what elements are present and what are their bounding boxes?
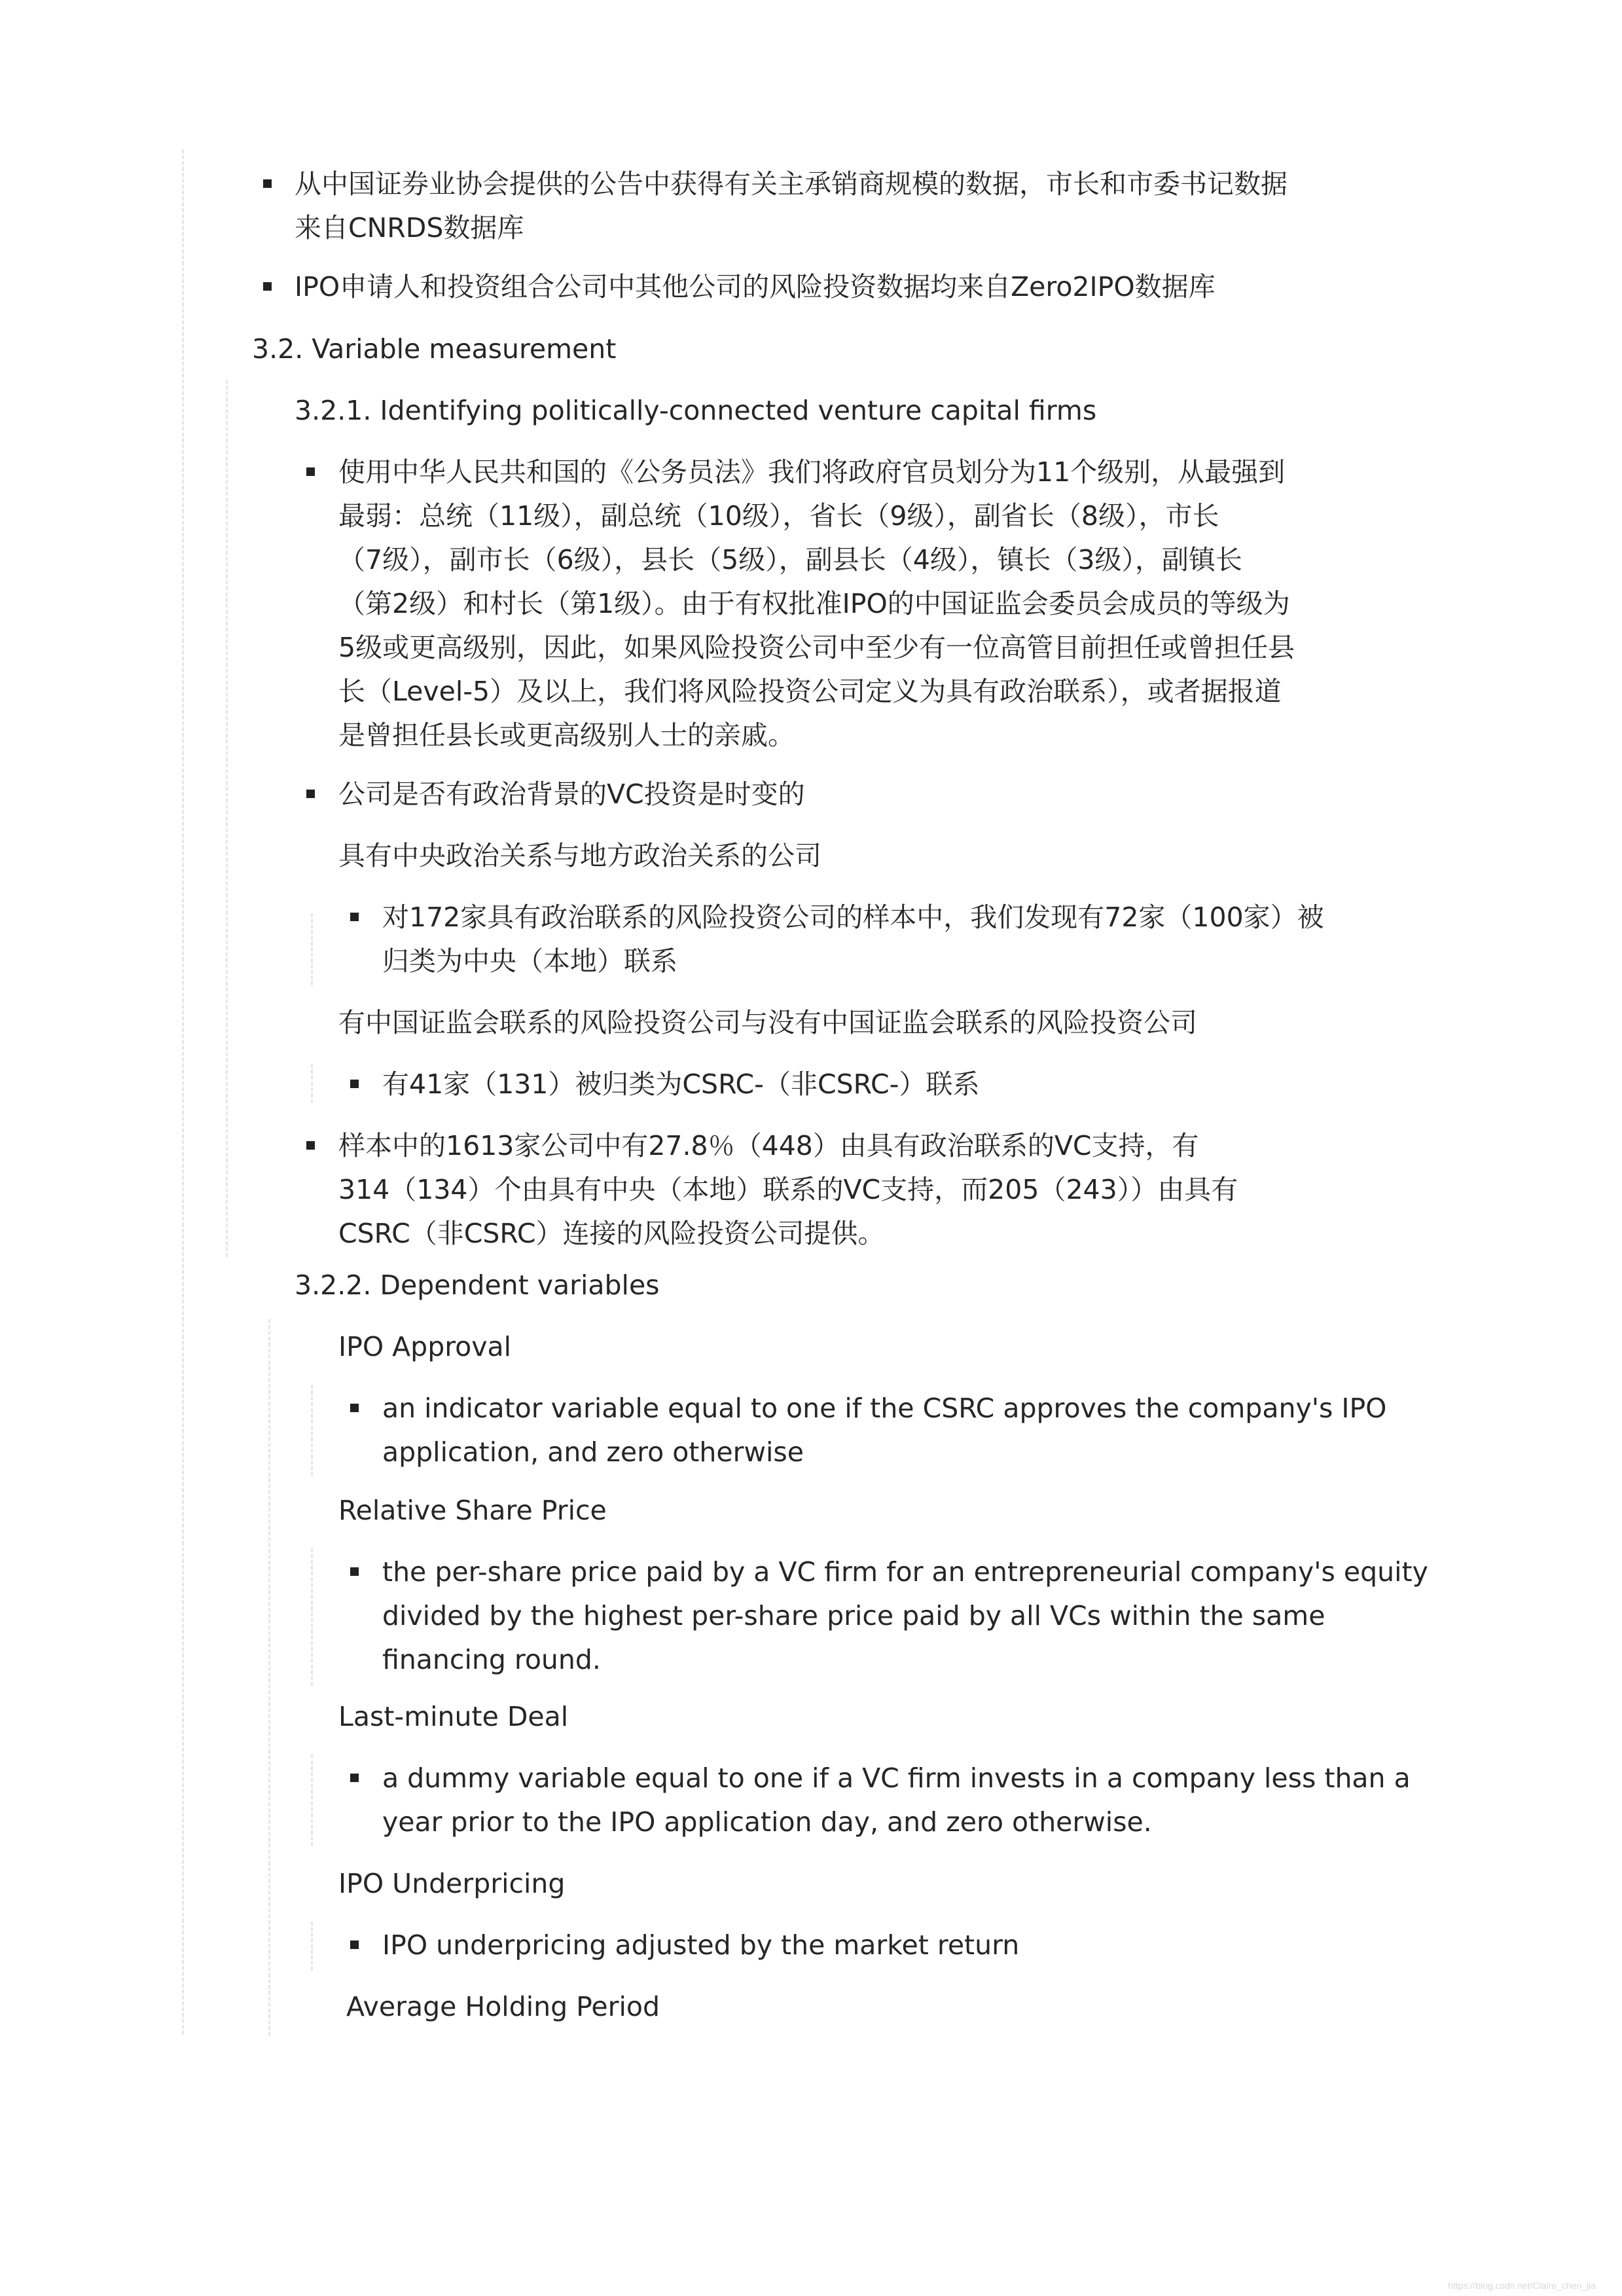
source-line: 来自CNRDS数据库	[295, 212, 524, 244]
bullet-marker	[263, 179, 272, 188]
bullet-marker	[306, 1141, 315, 1150]
variable-desc-line: an indicator variable equal to one if the CSRC approves the company's IPO	[382, 1393, 1387, 1424]
variable-label: Last-minute Deal	[338, 1701, 569, 1732]
outline-guide	[226, 380, 228, 1257]
bullet-marker	[350, 913, 359, 921]
variable-label: Average Holding Period	[346, 1991, 660, 2022]
outline-guide	[311, 1548, 313, 1686]
variable-label: IPO Underpricing	[338, 1868, 566, 1899]
group-label: 有中国证监会联系的风险投资公司与没有中国证监会联系的风险投资公司	[338, 1007, 1197, 1038]
bullet-marker	[350, 1941, 359, 1949]
outline-guide	[311, 1922, 313, 1971]
group-label: 具有中央政治关系与地方政治关系的公司	[338, 840, 821, 871]
variable-desc-line: year prior to the IPO application day, and zero otherwise.	[382, 1806, 1152, 1838]
variable-desc-line: divided by the highest per-share price paid by all VCs within the same	[382, 1600, 1325, 1631]
subsection-heading: 3.2.1. Identifying politically-connected venture capital firms	[295, 395, 1097, 426]
paragraph-line: 对172家具有政治联系的风险投资公司的样本中，我们发现有72家（100家）被	[382, 902, 1324, 933]
paragraph-line: 有41家（131）被归类为CSRC-（非CSRC-）联系	[382, 1068, 980, 1100]
variable-label: Relative Share Price	[338, 1495, 607, 1526]
watermark: https://blog.csdn.net/Claire_chen_jia	[1448, 2280, 1596, 2291]
bullet-marker	[350, 1404, 359, 1412]
paragraph-line: CSRC（非CSRC）连接的风险投资公司提供。	[338, 1218, 885, 1249]
bullet-marker	[306, 467, 315, 476]
paragraph-line: 归类为中央（本地）联系	[382, 945, 677, 977]
bullet-marker	[263, 282, 272, 291]
paragraph-line: 是曾担任县长或更高级别人士的亲戚。	[338, 720, 795, 751]
source-line: IPO申请人和投资组合公司中其他公司的风险投资数据均来自Zero2IPO数据库	[295, 271, 1216, 302]
paragraph-line: 314（134）个由具有中央（本地）联系的VC支持，而205（243））由具有	[338, 1174, 1238, 1205]
paragraph-line: （第2级）和村长（第1级）。由于有权批准IPO的中国证监会委员会成员的等级为	[338, 588, 1290, 619]
variable-desc-line: application, and zero otherwise	[382, 1436, 804, 1468]
bullet-marker	[350, 1567, 359, 1576]
outline-guide	[182, 149, 184, 2035]
variable-desc-line: financing round.	[382, 1644, 601, 1675]
variable-label: IPO Approval	[338, 1331, 512, 1362]
variable-desc-line: the per-share price paid by a VC firm for an entrepreneurial company's equity	[382, 1556, 1428, 1588]
outline-guide	[311, 1385, 313, 1476]
section-heading: 3.2. Variable measurement	[252, 333, 617, 365]
paragraph-line: 最弱：总统（11级），副总统（10级），省长（9级），副省长（8级），市长	[338, 500, 1219, 532]
variable-desc-line: IPO underpricing adjusted by the market return	[382, 1929, 1020, 1961]
bullet-marker	[350, 1774, 359, 1782]
outline-guide	[311, 1064, 313, 1103]
outline-guide	[311, 1755, 313, 1846]
bullet-marker	[306, 790, 315, 798]
source-line: 从中国证券业协会提供的公告中获得有关主承销商规模的数据，市长和市委书记数据	[295, 168, 1288, 200]
outline-guide	[311, 913, 313, 985]
paragraph-line: （7级），副市长（6级），县长（5级），副县长（4级），镇长（3级），副镇长	[338, 544, 1242, 575]
paragraph-line: 5级或更高级别，因此，如果风险投资公司中至少有一位高管目前担任或曾担任县	[338, 632, 1295, 663]
bullet-marker	[350, 1080, 359, 1088]
paragraph-line: 使用中华人民共和国的《公务员法》我们将政府官员划分为11个级别，从最强到	[338, 456, 1286, 488]
outline-guide	[268, 1319, 270, 2036]
paragraph-line: 样本中的1613家公司中有27.8％（448）由具有政治联系的VC支持，有	[338, 1130, 1199, 1161]
paragraph-line: 长（Level-5）及以上，我们将风险投资公司定义为具有政治联系），或者据报道	[338, 676, 1282, 707]
variable-desc-line: a dummy variable equal to one if a VC firm invests in a company less than a	[382, 1762, 1411, 1794]
paragraph-line: 公司是否有政治背景的VC投资是时变的	[338, 778, 805, 810]
subsection-heading: 3.2.2. Dependent variables	[295, 1269, 660, 1301]
